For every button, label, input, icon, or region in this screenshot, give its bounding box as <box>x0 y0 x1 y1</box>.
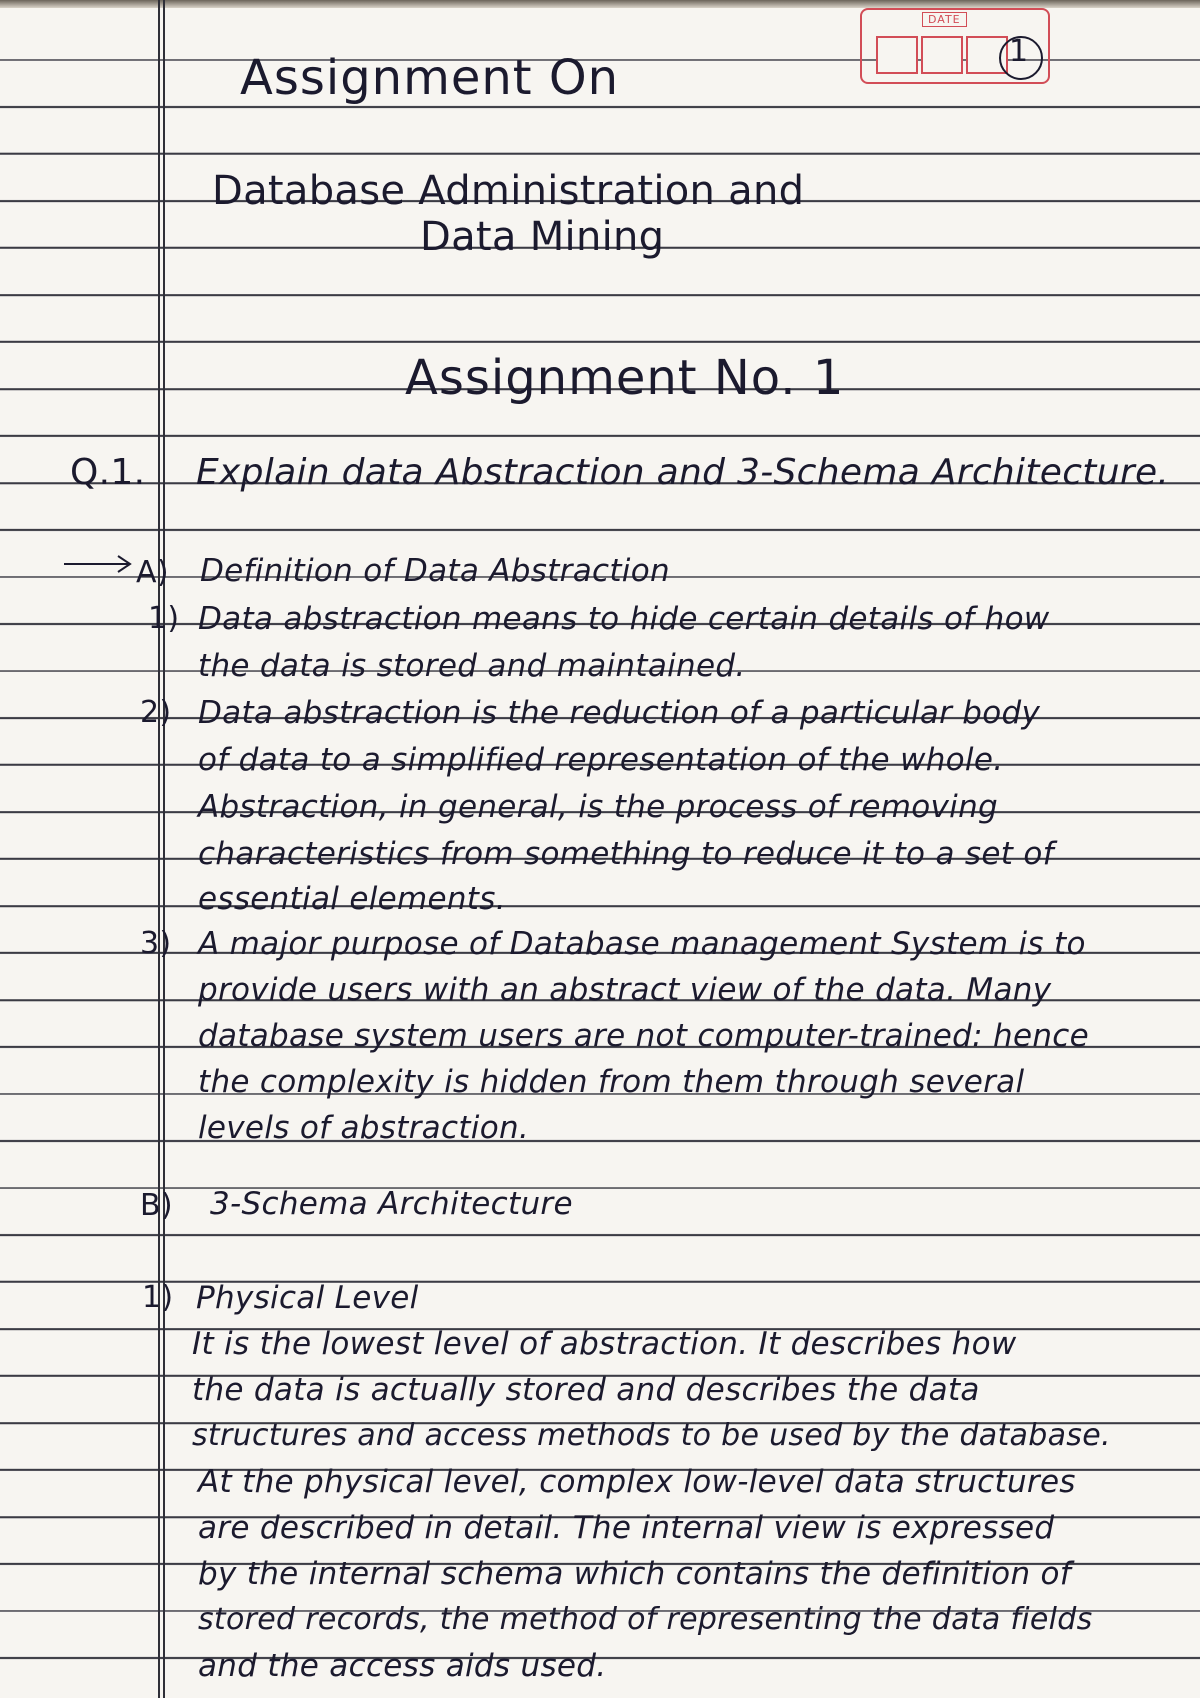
point-a2-line: of data to a simplified representation of the whole. <box>198 742 1004 778</box>
point-a2-line: essential elements. <box>198 881 506 917</box>
question-number: Q.1. <box>70 452 146 493</box>
point-a1-number: 1) <box>148 601 180 636</box>
point-a1-line: Data abstraction means to hide certain details of how <box>198 601 1050 637</box>
assignment-number: Assignment No. 1 <box>405 350 845 406</box>
page-number: 1 <box>1009 34 1029 69</box>
date-cell-month <box>921 36 963 74</box>
scan-edge <box>0 0 1200 8</box>
point-a3-line: levels of abstraction. <box>198 1110 530 1146</box>
question-text: Explain data Abstraction and 3-Schema Architecture. <box>196 452 1170 493</box>
point-a2-line: Abstraction, in general, is the process of removing <box>198 789 999 825</box>
margin-line <box>158 0 160 1698</box>
point-b1-line: At the physical level, complex low-level data structures <box>198 1464 1076 1500</box>
point-b1-line: It is the lowest level of abstraction. It describes how <box>192 1326 1017 1362</box>
point-a1-line: the data is stored and maintained. <box>198 648 746 684</box>
subject-line-1: Database Administration and <box>212 168 805 214</box>
margin-line <box>163 0 165 1698</box>
point-a3-line: provide users with an abstract view of the data. Many <box>198 972 1052 1008</box>
point-b1-line: by the internal schema which contains the definition of <box>198 1556 1072 1592</box>
assignment-title: Assignment On <box>240 50 620 106</box>
point-a2-line: Data abstraction is the reduction of a particular body <box>198 695 1041 731</box>
point-b1-line: and the access aids used. <box>198 1648 607 1684</box>
point-b1-title: Physical Level <box>196 1280 419 1316</box>
date-box <box>860 8 1050 84</box>
section-b-heading: 3-Schema Architecture <box>210 1186 573 1222</box>
point-b1-line: are described in detail. The internal view is expressed <box>198 1510 1055 1546</box>
section-a-heading: Definition of Data Abstraction <box>200 553 670 589</box>
date-label: DATE <box>922 12 967 27</box>
date-cell-day <box>876 36 918 74</box>
point-b1-line: the data is actually stored and describes the data <box>192 1372 980 1408</box>
point-a3-line: database system users are not computer-trained: hence <box>198 1018 1089 1054</box>
point-a3-line: A major purpose of Database management System is to <box>198 926 1086 962</box>
point-a2-line: characteristics from something to reduce it to a set of <box>198 836 1054 872</box>
subject-line-2: Data Mining <box>420 214 665 260</box>
date-cells <box>876 36 1011 74</box>
point-b1-line: stored records, the method of representing the data fields <box>198 1602 1093 1637</box>
point-a3-line: the complexity is hidden from them through several <box>198 1064 1025 1100</box>
point-b1-line: structures and access methods to be used by the database. <box>192 1418 1111 1453</box>
point-a2-number: 2) <box>140 695 172 730</box>
arrow-icon <box>62 552 142 576</box>
section-a-label: A) <box>136 555 169 590</box>
point-a3-number: 3) <box>140 926 172 961</box>
point-b1-number: 1) <box>142 1280 174 1315</box>
section-b-label: B) <box>140 1188 173 1223</box>
